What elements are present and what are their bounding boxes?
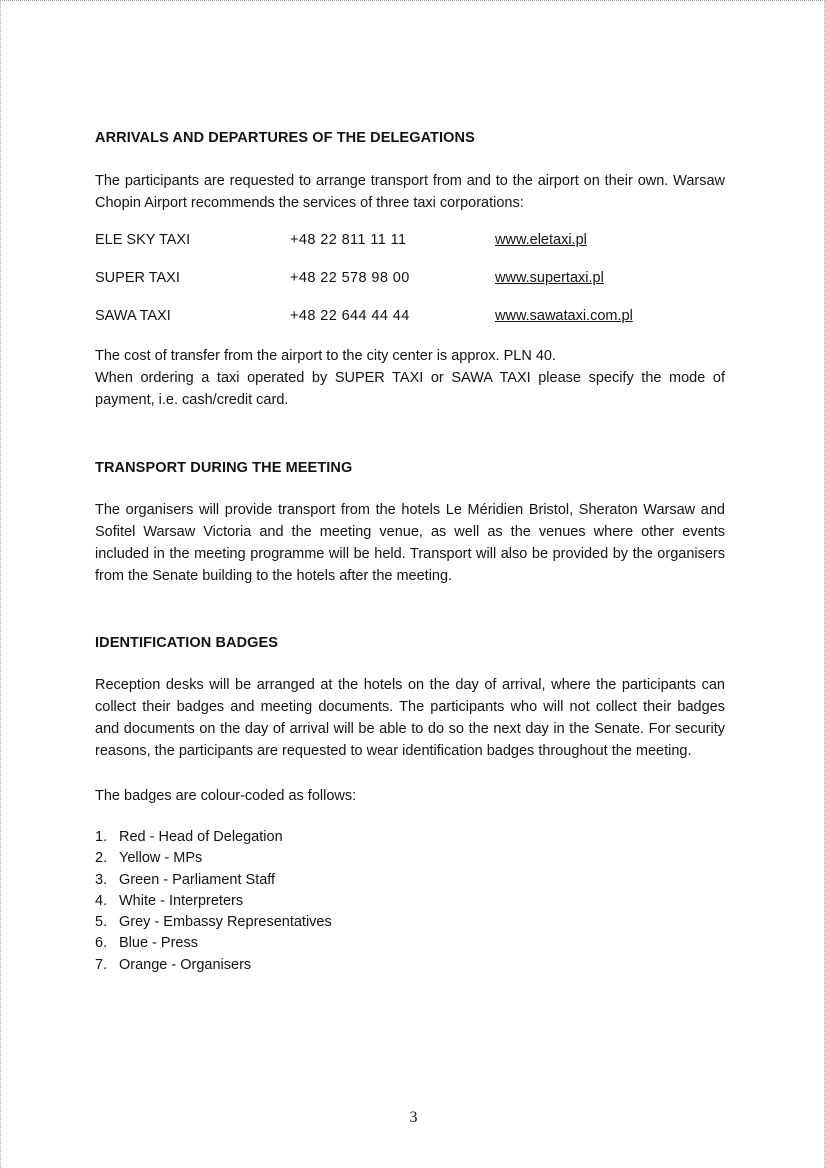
list-item [95, 827, 725, 848]
taxi-phone: +48 22 644 44 44 [290, 308, 410, 324]
badge-list [95, 827, 725, 976]
payment-line: When ordering a taxi operated by SUPER TAXI or SAWA TAXI please specify the mode of payment, i.e. cash/credit card. [95, 370, 725, 408]
list-item-text: Blue - Press [119, 935, 198, 952]
section-heading-arrivals: ARRIVALS AND DEPARTURES OF THE DELEGATIONS [95, 130, 475, 146]
taxi-table [95, 230, 725, 326]
list-item-number: 6. [95, 935, 108, 952]
transport-body: The organisers will provide transport from the hotels Le Méridien Bristol, Sheraton Warsaw and Sofitel Warsaw Victoria and the meeting venue, as well as the venues where other events included in the meeting programme will be held. Transport will also be provided by the organisers from the Senate building to the hotels after the meeting. [95, 502, 725, 584]
taxi-phone: +48 22 811 11 11 [290, 232, 407, 248]
list-item [95, 955, 725, 976]
list-item-number: 5. [95, 914, 108, 931]
taxi-website-link[interactable]: www.sawataxi.com.pl [495, 308, 633, 324]
list-item-number: 4. [95, 892, 108, 909]
taxi-name: ELE SKY TAXI [95, 232, 191, 248]
list-item-text: Grey - Embassy Representatives [119, 914, 332, 931]
list-item [95, 870, 725, 891]
list-item [95, 912, 725, 933]
taxi-row [95, 306, 725, 326]
page-number: 3 [409, 1109, 418, 1126]
list-item [95, 933, 725, 954]
cost-block [95, 345, 725, 411]
list-item-text: Red - Head of Delegation [119, 829, 283, 845]
list-item-number: 1. [95, 829, 108, 845]
list-item [95, 848, 725, 869]
taxi-name: SUPER TAXI [95, 270, 180, 286]
taxi-website-link[interactable]: www.eletaxi.pl [495, 232, 587, 248]
arrivals-intro: The participants are requested to arrange transport from and to the airport on their own. Warsaw Chopin Airport recommends the services of three taxi corporations: [95, 173, 725, 211]
page-content [95, 128, 725, 976]
list-item-number: 2. [95, 850, 108, 867]
list-item-text: Orange - Organisers [119, 956, 252, 973]
taxi-row [95, 268, 725, 288]
section-heading-badges: IDENTIFICATION BADGES [95, 635, 279, 651]
list-item-text: White - Interpreters [119, 892, 244, 909]
taxi-row [95, 230, 725, 250]
list-item-number: 7. [95, 956, 108, 973]
badges-list-intro: The badges are colour-coded as follows: [95, 788, 357, 804]
taxi-name: SAWA TAXI [95, 308, 171, 324]
cost-line: The cost of transfer from the airport to the city center is approx. PLN 40. [95, 348, 556, 364]
badges-body: Reception desks will be arranged at the hotels on the day of arrival, where the participants can collect their badges and meeting documents. The participants who will not collect their badges and documents on the day of arrival will be able to do so the next day in the Senate. For security reasons, the participants are requested to wear identification badges throughout the meeting. [95, 677, 725, 759]
list-item-text: Green - Parliament Staff [119, 871, 276, 888]
taxi-website-link[interactable]: www.supertaxi.pl [495, 270, 604, 286]
section-heading-transport: TRANSPORT DURING THE MEETING [95, 460, 353, 476]
taxi-phone: +48 22 578 98 00 [290, 270, 410, 286]
list-item [95, 891, 725, 912]
list-item-text: Yellow - MPs [119, 850, 203, 867]
list-item-number: 3. [95, 871, 108, 888]
